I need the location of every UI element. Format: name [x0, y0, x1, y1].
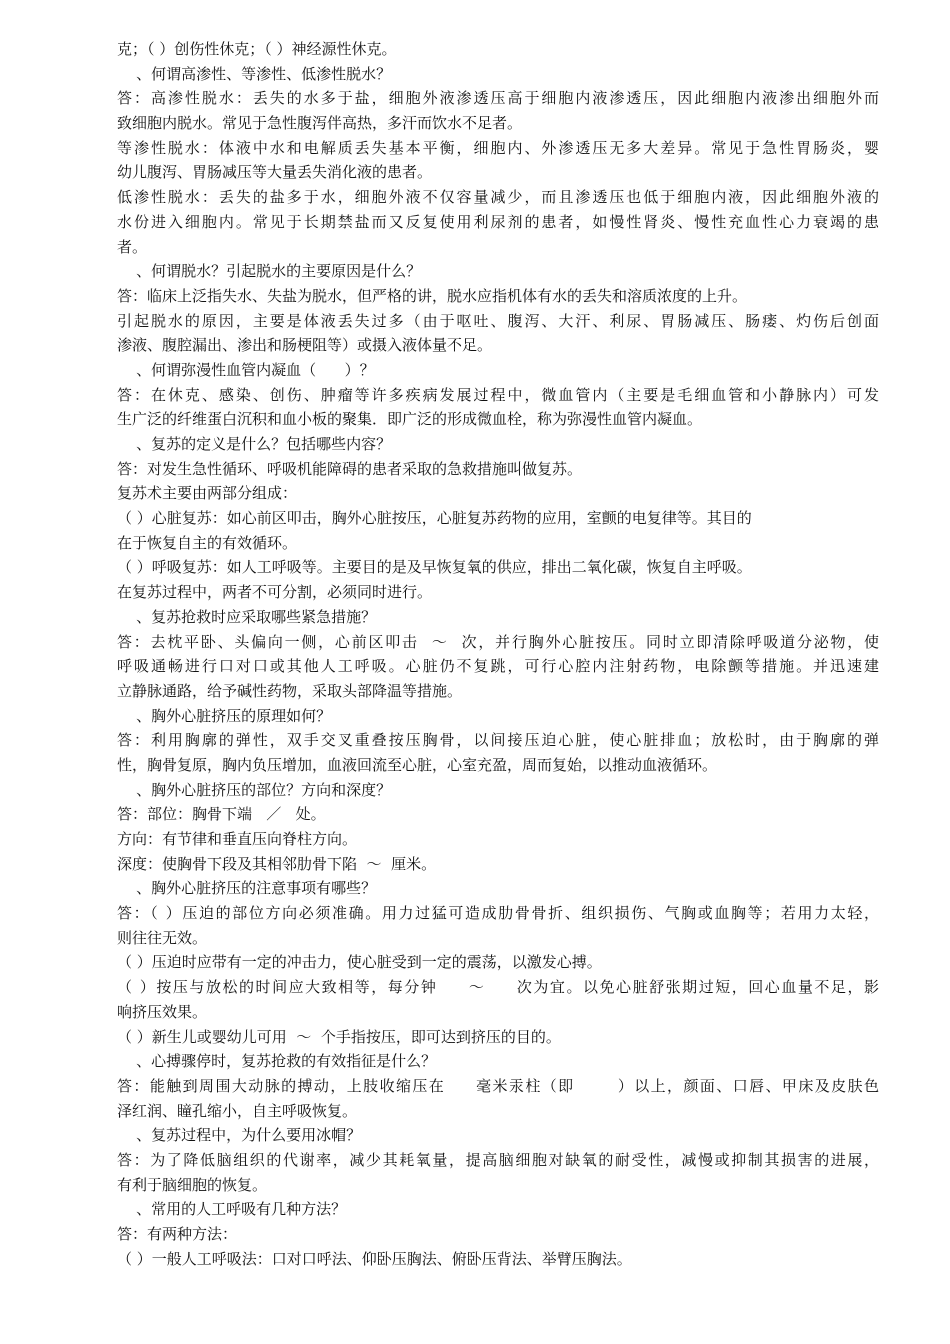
question-line: 、胸外心脏挤压的原理如何？	[117, 706, 332, 725]
question-line: 、何谓高渗性、等渗性、低渗性脱水？	[117, 64, 392, 83]
text-line: （ ）一般人工呼吸法：口对口呼法、仰卧压胸法、俯卧压背法、举臂压胸法。	[117, 1249, 632, 1268]
document-body	[117, 37, 879, 1271]
question-line: 、复苏的定义是什么？包括哪些内容？	[117, 435, 392, 453]
text-line: 者。	[117, 237, 148, 256]
text-line: 水份进入细胞内。常见于长期禁盐而又反复使用利尿剂的患者，如慢性肾炎、慢性充血性心力衰竭的患	[117, 212, 879, 231]
question-line: 、何谓弥漫性血管内凝血（ ）？	[117, 360, 375, 379]
answer-line: 答：能触到周围大动脉的搏动，上肢收缩压在 毫米汞柱（即 ）以上，颜面、口唇、甲床及皮肤色	[117, 1076, 879, 1095]
text-line: 有利于脑细胞的恢复。	[117, 1175, 268, 1194]
answer-line: 答：在休克、感染、创伤、肿瘤等许多疾病发展过程中，微血管内（主要是毛细血管和小静脉内）可发	[117, 385, 879, 404]
answer-line: 答：临床上泛指失水、失盐为脱水，但严格的讲，脱水应指机体有水的丢失和溶质浓度的上升。	[117, 286, 748, 305]
answer-line: 答：有两种方法：	[117, 1225, 238, 1243]
question-line: 、心搏骤停时，复苏抢救的有效指征是什么？	[117, 1052, 437, 1071]
question-line: 、胸外心脏挤压的注意事项有哪些？	[117, 879, 377, 898]
text-line: 泽红润、瞳孔缩小，自主呼吸恢复。	[117, 1101, 358, 1120]
text-line: 生广泛的纤维蛋白沉积和血小板的聚集．即广泛的形成微血栓，称为弥漫性血管内凝血。	[117, 410, 703, 429]
text-line: 渗液、腹腔漏出、渗出和肠梗阻等）或摄入液体量不足。	[117, 336, 493, 355]
text-line: 在于恢复自主的有效循环。	[117, 533, 298, 552]
question-line: 、复苏抢救时应采取哪些紧急措施？	[117, 607, 377, 626]
answer-line: 答：利用胸廓的弹性，双手交叉重叠按压胸骨，以间接压迫心脏，使心脏排血；放松时，由于胸廓的弹	[117, 731, 879, 750]
question-line: 、复苏过程中，为什么要用冰帽？	[117, 1126, 362, 1145]
question-line: 、常用的人工呼吸有几种方法？	[117, 1200, 347, 1219]
text-line: （ ）压迫时应带有一定的冲击力，使心脏受到一定的震荡，以激发心搏。	[117, 953, 602, 972]
text-line: 等渗性脱水：体液中水和电解质丢失基本平衡，细胞内、外渗透压无多大差异。常见于急性胃肠炎，婴	[117, 138, 879, 157]
text-line: 立静脉通路，给予碱性药物，采取头部降温等措施。	[117, 681, 463, 700]
question-line: 、胸外心脏挤压的部位？方向和深度？	[117, 780, 392, 799]
text-line: 则往往无效。	[117, 928, 208, 947]
text-line: （ ）呼吸复苏：如人工呼吸等。主要目的是及早恢复氧的供应，排出二氧化碳，恢复自主呼吸。	[117, 558, 752, 577]
text-line: 深度：使胸骨下段及其相邻肋骨下陷 ～ 厘米。	[117, 854, 437, 873]
text-line: 在复苏过程中，两者不可分割，必须同时进行。	[117, 583, 433, 602]
text-line: 低渗性脱水：丢失的盐多于水，细胞外液不仅容量减少，而且渗透压也低于细胞内液，因此细胞外液的	[117, 188, 879, 207]
text-line: 复苏术主要由两部分组成：	[117, 484, 298, 503]
answer-line: 答：（ ）压迫的部位方向必须准确。用力过猛可造成肋骨骨折、组织损伤、气胸或血胸等；若用力太轻，	[117, 904, 879, 923]
question-line: 、何谓脱水？引起脱水的主要原因是什么？	[117, 262, 422, 281]
text-line: 方向：有节律和垂直压向脊柱方向。	[117, 830, 358, 848]
text-line: 致细胞内脱水。常见于急性腹泻伴高热，多汗而饮水不足者。	[117, 114, 523, 133]
answer-line: 答：为了降低脑组织的代谢率，减少其耗氧量，提高脑细胞对缺氧的耐受性，减慢或抑制其损害的进展，	[117, 1150, 879, 1169]
answer-line: 答：高渗性脱水：丢失的水多于盐，细胞外液渗透压高于细胞内液渗透压，因此细胞内液渗出细胞外而	[117, 89, 879, 108]
text-line: 克；（ ）创伤性休克；（ ）神经源性休克。	[117, 40, 397, 58]
answer-line: 答：部位：胸骨下端 ／ 处。	[117, 805, 326, 824]
answer-line: 答：对发生急性循环、呼吸机能障碍的患者采取的急救措施叫做复苏。	[117, 459, 583, 478]
text-line: （ ）新生儿或婴幼儿可用 ～ 个手指按压，即可达到挤压的目的。	[117, 1027, 561, 1046]
text-line: 呼吸通畅进行口对口或其他人工呼吸。心脏仍不复跳，可行心腔内注射药物，电除颤等措施。并迅速建	[117, 657, 879, 676]
text-line: 响挤压效果。	[117, 1002, 208, 1021]
text-line: 幼儿腹泻、胃肠减压等大量丢失消化液的患者。	[117, 163, 433, 182]
text-line: 引起脱水的原因，主要是体液丢失过多（由于呕吐、腹泻、大汗、利尿、胃肠减压、肠瘘、灼伤后创面	[117, 311, 879, 330]
text-line: 性，胸骨复原，胸内负压增加，血液回流至心脏，心室充盈，周而复始，以推动血液循环。	[117, 755, 718, 774]
answer-line: 答：去枕平卧、头偏向一侧，心前区叩击 ～ 次，并行胸外心脏按压。同时立即清除呼吸道分泌物，使	[117, 632, 879, 651]
text-line: （ ）按压与放松的时间应大致相等，每分钟 ～ 次为宜。以免心脏舒张期过短，回心血量不足，影	[117, 978, 879, 997]
text-line: （ ）心脏复苏：如心前区叩击，胸外心脏按压，心脏复苏药物的应用，室颤的电复律等。其目的	[117, 509, 752, 528]
